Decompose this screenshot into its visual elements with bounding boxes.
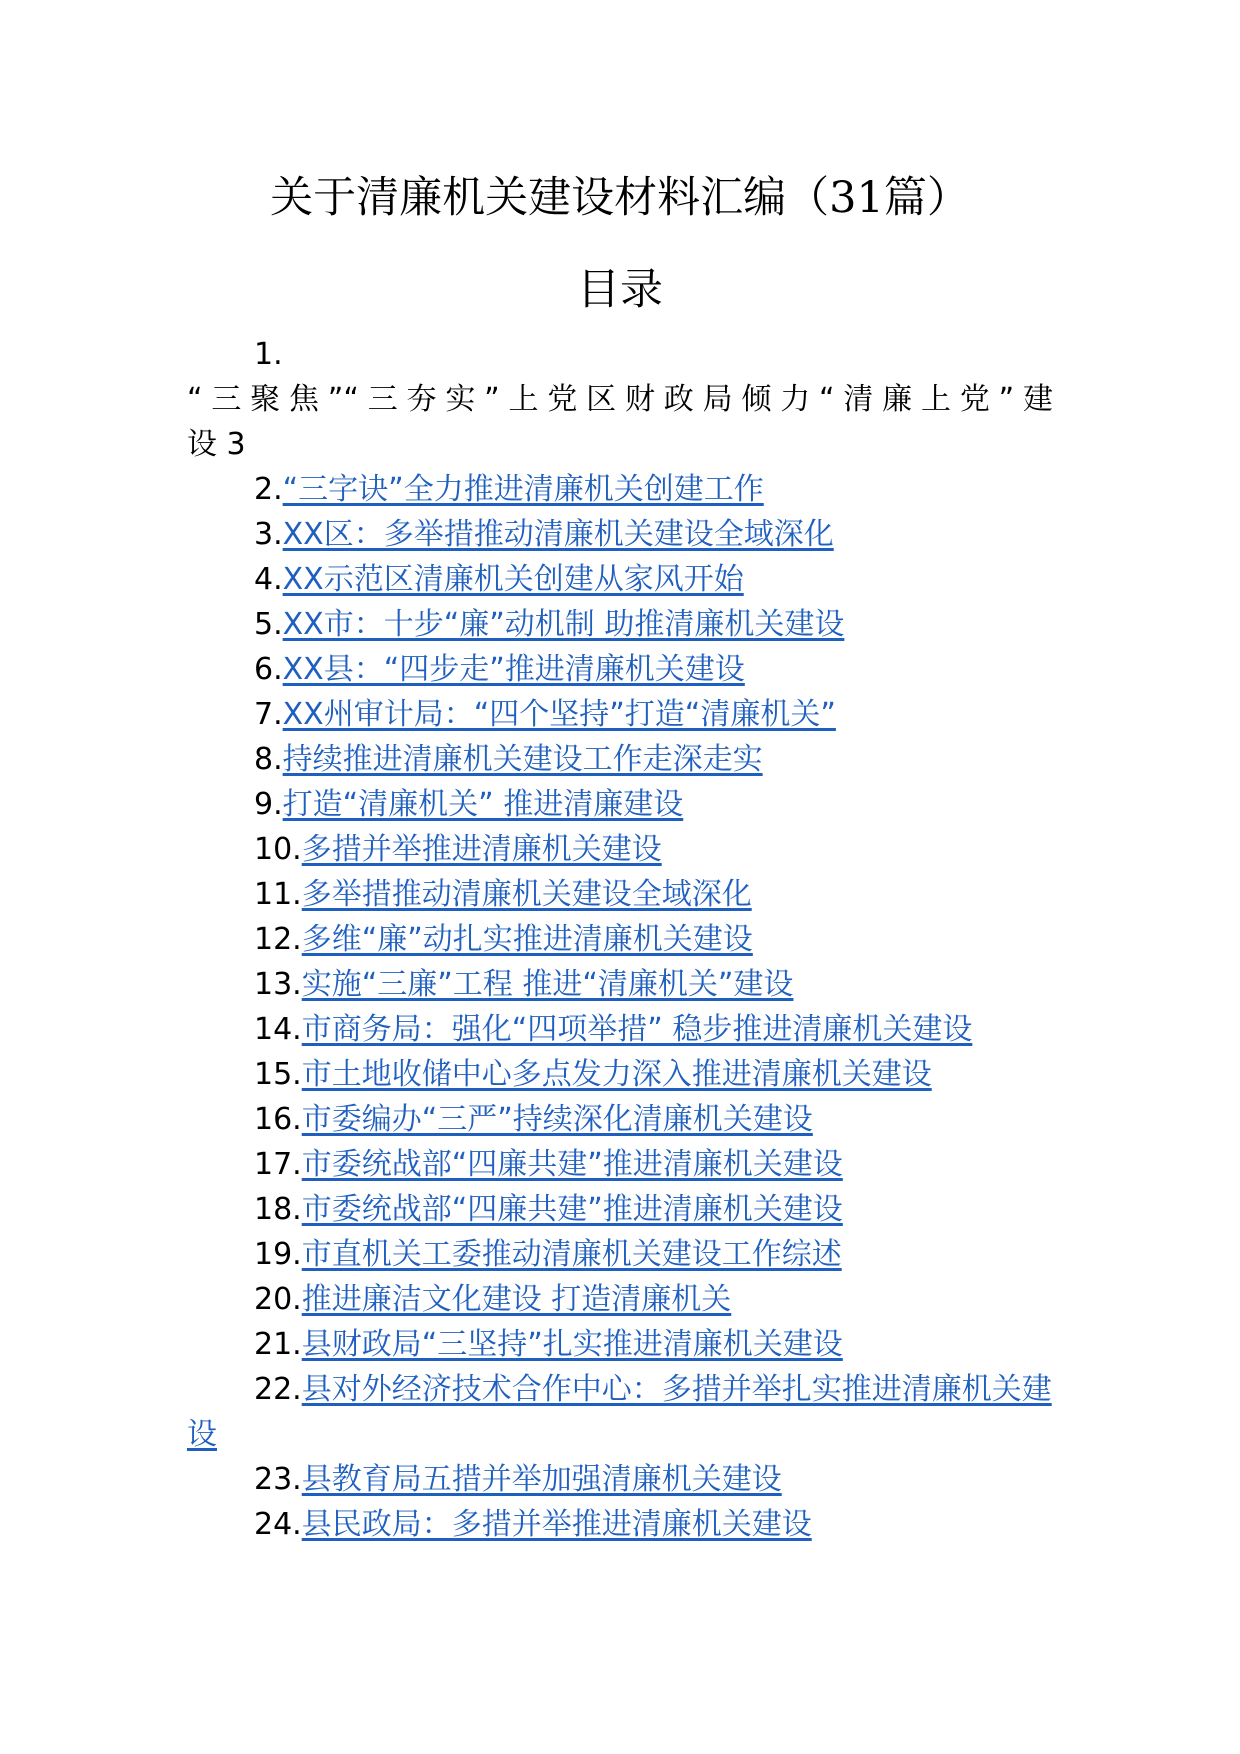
toc-entry[interactable] <box>187 1232 1053 1277</box>
toc-entry-link[interactable]: XX州审计局：“四个坚持”打造“清廉机关” <box>282 697 836 732</box>
toc-entry-index: 9. <box>254 787 283 822</box>
toc-entry-link[interactable]: 多举措推动清廉机关建设全域深化 <box>301 877 752 912</box>
title-count: 31 <box>829 173 884 223</box>
toc-entry[interactable] <box>187 1052 1053 1097</box>
toc-entry[interactable] <box>187 1322 1053 1367</box>
toc-entry-index: 5. <box>254 607 283 642</box>
toc-entry-link[interactable]: “三字诀”全力推进清廉机关创建工作 <box>282 472 764 507</box>
toc-entry[interactable] <box>187 1457 1053 1502</box>
toc-entry[interactable] <box>187 1142 1053 1187</box>
toc-entry-index: 16. <box>254 1102 302 1137</box>
toc-entry[interactable] <box>187 1097 1053 1142</box>
toc-entry-link[interactable]: 多维“廉”动扎实推进清廉机关建设 <box>301 922 753 957</box>
toc-entry[interactable] <box>187 557 1053 602</box>
toc-entry-index: 24. <box>254 1507 302 1542</box>
toc-entry-link[interactable]: 市委统战部“四廉共建”推进清廉机关建设 <box>301 1192 843 1227</box>
toc-entry-1[interactable] <box>187 332 1053 467</box>
toc-entry-link[interactable]: 县民政局：多措并举推进清廉机关建设 <box>301 1507 812 1542</box>
toc-entry-link[interactable]: 县教育局五措并举加强清廉机关建设 <box>301 1462 782 1497</box>
toc-heading: 目录 <box>577 265 663 315</box>
toc-entry-link[interactable]: 市委编办“三严”持续深化清廉机关建设 <box>301 1102 813 1137</box>
toc-entry[interactable] <box>187 827 1053 872</box>
document-title <box>0 168 1240 228</box>
toc-entry-index: 10. <box>254 832 302 867</box>
toc-entry[interactable] <box>187 1502 1053 1547</box>
toc-entry[interactable] <box>187 467 1053 512</box>
toc-entry-index: 21. <box>254 1327 302 1362</box>
toc-entry-link[interactable]: XX示范区清廉机关创建从家风开始 <box>282 562 744 597</box>
toc-entry[interactable] <box>187 1007 1053 1052</box>
toc-entry-index: 11. <box>254 877 302 912</box>
toc-entry[interactable] <box>187 512 1053 557</box>
toc-entry-index: 7. <box>254 697 283 732</box>
toc-entry-index: 6. <box>254 652 283 687</box>
toc-entry-index: 23. <box>254 1462 302 1497</box>
toc-entry[interactable] <box>187 872 1053 917</box>
toc-entry-link[interactable]: XX区：多举措推动清廉机关建设全域深化 <box>282 517 834 552</box>
toc-entry-index: 22. <box>254 1372 302 1407</box>
toc-entry-index: 20. <box>254 1282 302 1317</box>
toc-entry[interactable] <box>187 782 1053 827</box>
toc-entry-index: 18. <box>254 1192 302 1227</box>
toc-entry-link[interactable]: 市委统战部“四廉共建”推进清廉机关建设 <box>301 1147 843 1182</box>
toc-entry[interactable] <box>187 917 1053 962</box>
toc-entry-index: 4. <box>254 562 283 597</box>
toc-entry-index: 2. <box>254 472 283 507</box>
toc-entry-link[interactable]: 市土地收储中心多点发力深入推进清廉机关建设 <box>301 1057 932 1092</box>
toc-entry-index: 15. <box>254 1057 302 1092</box>
title-end-text: 篇） <box>883 173 970 223</box>
toc-entry-index: 13. <box>254 967 302 1002</box>
toc-entry[interactable] <box>187 1367 1053 1457</box>
toc-entry-link[interactable]: 多措并举推进清廉机关建设 <box>301 832 662 867</box>
toc-entry-index: 1. <box>254 337 283 372</box>
toc-entry-link[interactable]: 持续推进清廉机关建设工作走深走实 <box>282 742 763 777</box>
toc-entry[interactable] <box>187 647 1053 692</box>
toc-entry-title-line2: 设 3 <box>187 427 246 462</box>
toc-entry-link[interactable]: 打造“清廉机关” 推进清廉建设 <box>282 787 684 822</box>
toc-entry-link[interactable]: 市商务局：强化“四项举措” 稳步推进清廉机关建设 <box>301 1012 973 1047</box>
toc-entry-index: 19. <box>254 1237 302 1272</box>
toc-entry[interactable] <box>187 737 1053 782</box>
toc-entry-link[interactable]: XX市：十步“廉”动机制 助推清廉机关建设 <box>282 607 845 642</box>
toc-entry[interactable] <box>187 1187 1053 1232</box>
toc-entry-link[interactable]: 市直机关工委推动清廉机关建设工作综述 <box>301 1237 842 1272</box>
toc-entry-index: 17. <box>254 1147 302 1182</box>
toc-entry-link[interactable]: 县财政局“三坚持”扎实推进清廉机关建设 <box>301 1327 843 1362</box>
toc-entry-index: 14. <box>254 1012 302 1047</box>
toc-entry-index: 3. <box>254 517 283 552</box>
title-main-text: 关于清廉机关建设材料汇编（ <box>270 173 830 223</box>
toc-entry-title-line1: “三聚焦”“三夯实”上党区财政局倾力“清廉上党”建 <box>187 382 1053 417</box>
toc-entry[interactable] <box>187 692 1053 737</box>
table-of-contents <box>187 332 1053 1547</box>
toc-entry[interactable] <box>187 1277 1053 1322</box>
toc-entry-link[interactable]: 县对外经济技术合作中心：多措并举扎实推进清廉机关建设 <box>187 1372 1052 1452</box>
toc-entry-link[interactable]: XX县：“四步走”推进清廉机关建设 <box>282 652 745 687</box>
toc-entry-link[interactable]: 实施“三廉”工程 推进“清廉机关”建设 <box>301 967 794 1002</box>
toc-entry[interactable] <box>187 602 1053 647</box>
toc-entry-index: 8. <box>254 742 283 777</box>
toc-entry-index: 12. <box>254 922 302 957</box>
toc-entry-link[interactable]: 推进廉洁文化建设 打造清廉机关 <box>301 1282 732 1317</box>
toc-entry[interactable] <box>187 962 1053 1007</box>
